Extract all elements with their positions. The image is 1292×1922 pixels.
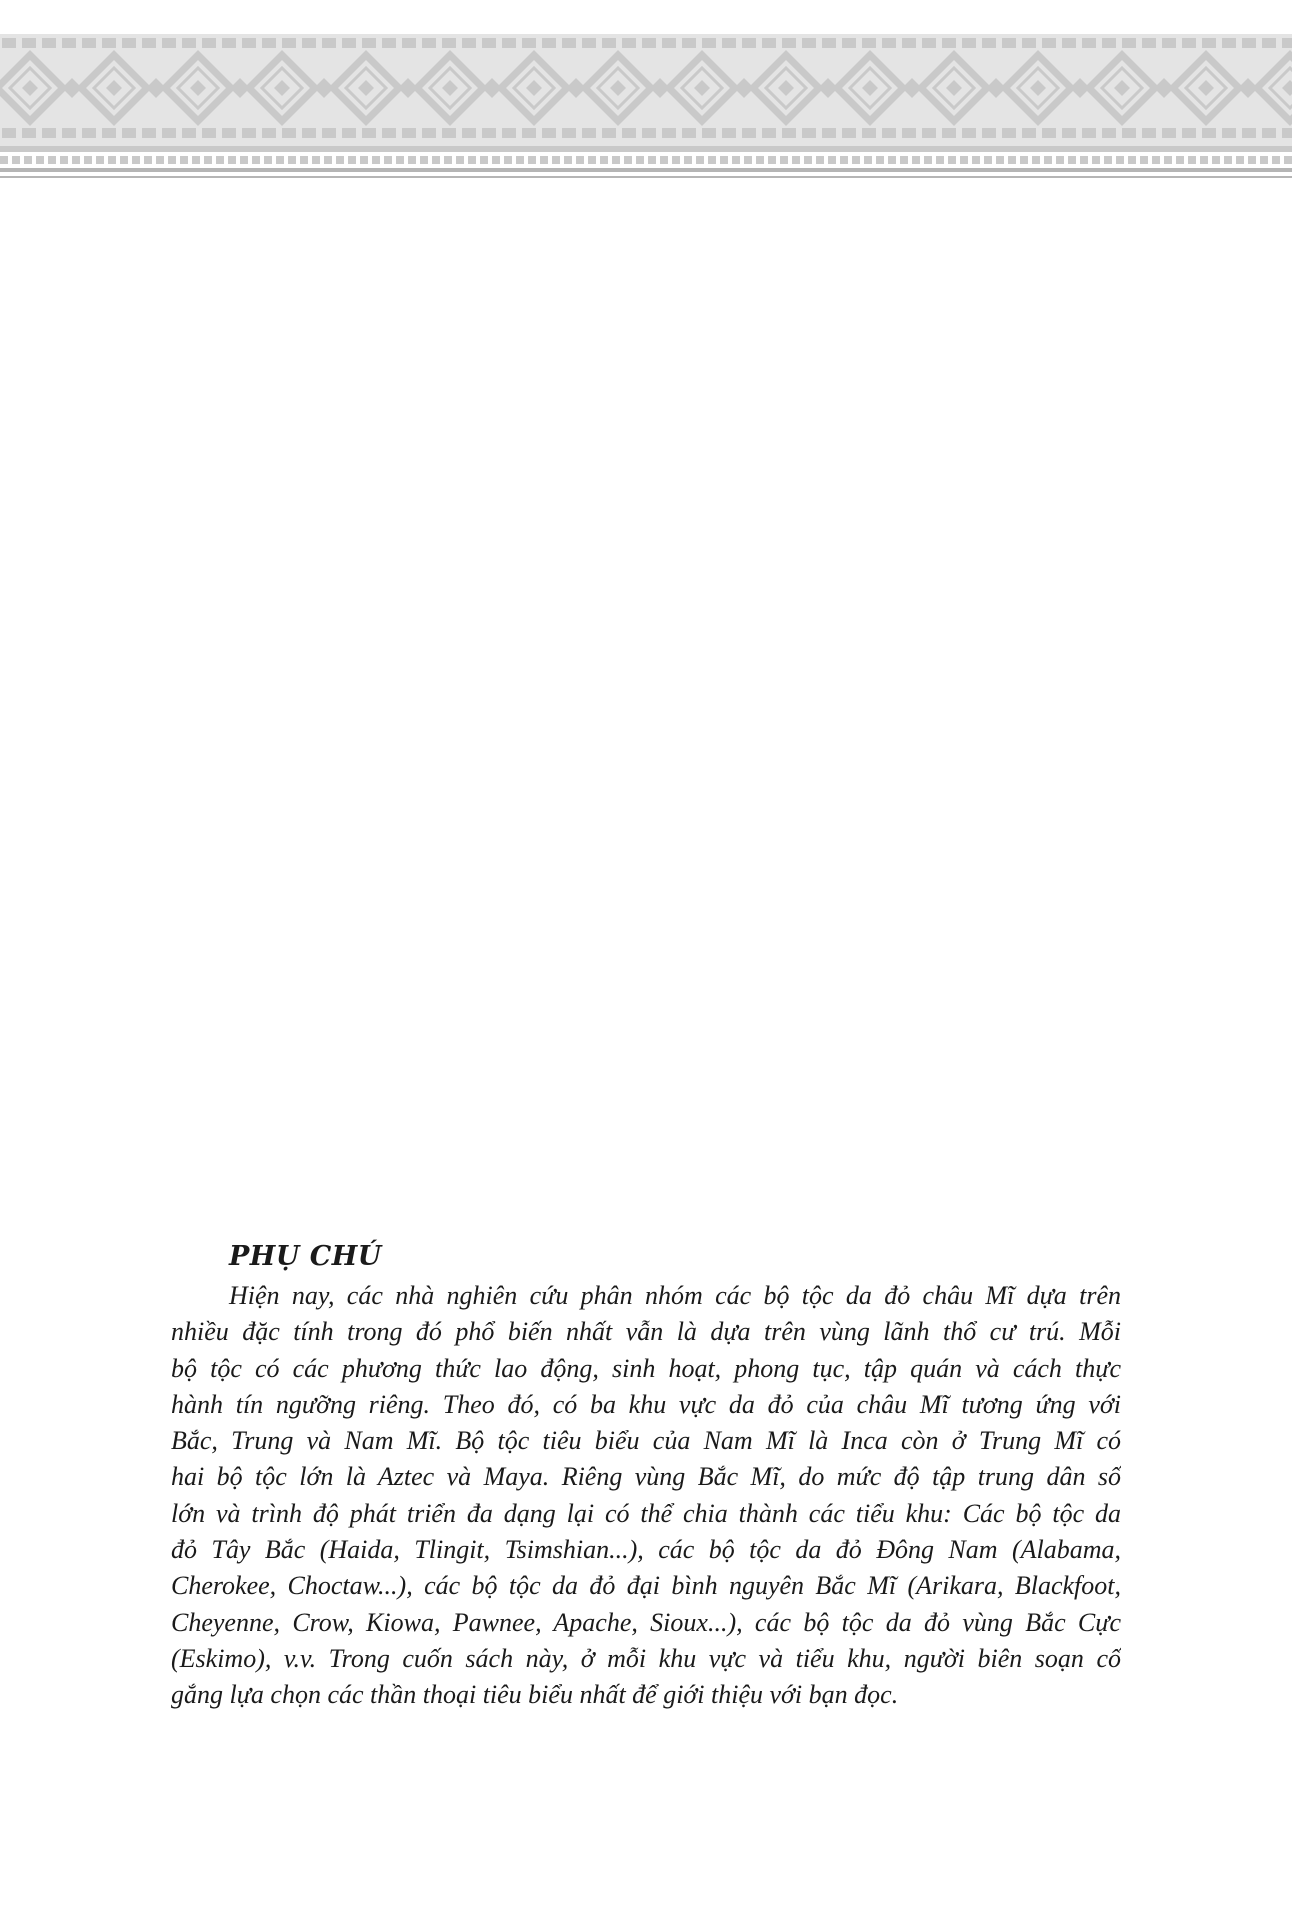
border-dot <box>132 156 140 164</box>
border-step-block <box>182 38 196 48</box>
border-step-block <box>1042 38 1056 48</box>
border-step-block <box>2 128 16 138</box>
footnote-paragraph <box>171 1278 1121 1714</box>
border-step-block <box>702 38 716 48</box>
border-step-block <box>982 38 996 48</box>
border-dot <box>36 156 44 164</box>
border-dot <box>804 156 812 164</box>
border-step-block <box>442 38 456 48</box>
border-step-block <box>82 38 96 48</box>
border-step-block <box>1282 128 1292 138</box>
border-step-block <box>642 38 656 48</box>
border-step-block <box>262 128 276 138</box>
border-step-block <box>1062 38 1076 48</box>
border-step-block <box>522 38 536 48</box>
footnote-line: gắng lựa chọn các thần thoại tiêu biểu nhất để giới thiệu với bạn đọc. <box>171 1680 899 1710</box>
footnote-section <box>171 1238 1121 1714</box>
border-dot <box>48 156 56 164</box>
border-step-block <box>342 128 356 138</box>
border-dot <box>1104 156 1112 164</box>
border-step-block <box>1262 38 1276 48</box>
footnote-line: (Eskimo), v.v. Trong cuốn sách này, ở mỗi khu vực và tiểu khu, người biên soạn cố <box>171 1643 1121 1673</box>
border-dot <box>180 156 188 164</box>
border-step-block <box>342 38 356 48</box>
border-step-block <box>842 128 856 138</box>
border-step-block <box>1202 128 1216 138</box>
border-step-block <box>1082 128 1096 138</box>
border-step-block <box>582 38 596 48</box>
border-step-block <box>282 38 296 48</box>
border-dot <box>684 156 692 164</box>
border-dot <box>984 156 992 164</box>
border-dot <box>420 156 428 164</box>
border-step-block <box>742 38 756 48</box>
border-dot <box>228 156 236 164</box>
border-step-block <box>522 128 536 138</box>
footnote-line: Cheyenne, Crow, Kiowa, Pawnee, Apache, Sioux...), các bộ tộc da đỏ vùng Bắc Cực <box>171 1607 1121 1637</box>
border-dot <box>1128 156 1136 164</box>
border-dot <box>1068 156 1076 164</box>
border-step-block <box>202 128 216 138</box>
border-step-block <box>1122 38 1136 48</box>
border-dot <box>396 156 404 164</box>
border-dot <box>552 156 560 164</box>
border-dot <box>876 156 884 164</box>
border-step-block <box>62 128 76 138</box>
footnote-line: hành tín ngưỡng riêng. Theo đó, có ba khu vực da đỏ của châu Mĩ tương ứng với <box>171 1389 1121 1419</box>
border-dot <box>564 156 572 164</box>
border-dot <box>192 156 200 164</box>
border-step-block <box>442 128 456 138</box>
border-dot <box>96 156 104 164</box>
border-dot <box>300 156 308 164</box>
border-step-block <box>302 38 316 48</box>
border-step-block <box>362 38 376 48</box>
border-step-block <box>1082 38 1096 48</box>
border-step-block <box>382 38 396 48</box>
border-step-block <box>1142 128 1156 138</box>
border-dot <box>336 156 344 164</box>
border-step-block <box>582 128 596 138</box>
border-step-block <box>782 128 796 138</box>
border-dot <box>540 156 548 164</box>
border-dot <box>1188 156 1196 164</box>
border-dot <box>60 156 68 164</box>
border-dot <box>276 156 284 164</box>
border-dot <box>1164 156 1172 164</box>
border-step-block <box>662 128 676 138</box>
border-dot <box>1260 156 1268 164</box>
border-dot <box>1272 156 1280 164</box>
border-step-block <box>22 38 36 48</box>
border-step-block <box>42 128 56 138</box>
border-step-block <box>222 38 236 48</box>
border-step-block <box>1162 128 1176 138</box>
border-dot <box>0 156 8 164</box>
border-step-block <box>1062 128 1076 138</box>
border-dot <box>240 156 248 164</box>
border-dot <box>696 156 704 164</box>
border-dot <box>216 156 224 164</box>
border-dot <box>648 156 656 164</box>
border-dot <box>1200 156 1208 164</box>
border-step-block <box>1222 38 1236 48</box>
border-dot <box>720 156 728 164</box>
border-dot <box>732 156 740 164</box>
border-dot <box>888 156 896 164</box>
border-step-block <box>482 128 496 138</box>
border-dot <box>768 156 776 164</box>
border-step-block <box>1162 38 1176 48</box>
border-step-block <box>422 128 436 138</box>
border-step-block <box>1002 128 1016 138</box>
border-step-block <box>242 128 256 138</box>
border-step-block <box>122 128 136 138</box>
border-step-block <box>902 38 916 48</box>
border-step-block <box>382 128 396 138</box>
border-step-block <box>362 128 376 138</box>
border-step-block <box>842 38 856 48</box>
ethnic-pattern-border-svg <box>0 0 1292 182</box>
border-step-block <box>502 128 516 138</box>
border-dot <box>1020 156 1028 164</box>
border-dot <box>204 156 212 164</box>
border-dot <box>1284 156 1292 164</box>
border-step-block <box>1182 128 1196 138</box>
border-dot <box>792 156 800 164</box>
border-dot <box>456 156 464 164</box>
border-dot <box>744 156 752 164</box>
border-dot <box>1224 156 1232 164</box>
border-dot <box>1008 156 1016 164</box>
border-step-block <box>502 38 516 48</box>
border-dot <box>492 156 500 164</box>
border-dot <box>84 156 92 164</box>
border-step-block <box>242 38 256 48</box>
border-stripe <box>0 168 1292 172</box>
border-dot <box>1140 156 1148 164</box>
border-dot <box>756 156 764 164</box>
border-step-block <box>942 128 956 138</box>
border-step-block <box>322 38 336 48</box>
border-dot <box>432 156 440 164</box>
footnote-line: hai bộ tộc lớn là Aztec và Maya. Riêng vùng Bắc Mĩ, do mức độ tập trung dân số <box>171 1462 1121 1492</box>
border-step-block <box>2 38 16 48</box>
border-dot <box>12 156 20 164</box>
border-step-block <box>1262 128 1276 138</box>
border-step-block <box>1102 128 1116 138</box>
footnote-line: Hiện nay, các nhà nghiên cứu phân nhóm các bộ tộc da đỏ châu Mĩ dựa trên <box>229 1281 1121 1310</box>
border-step-block <box>802 128 816 138</box>
border-dot <box>408 156 416 164</box>
border-step-block <box>802 38 816 48</box>
border-dot <box>996 156 1004 164</box>
footnote-line: đỏ Tây Bắc (Haida, Tlingit, Tsimshian...), các bộ tộc da đỏ Đông Nam (Alabama, <box>171 1535 1121 1565</box>
border-step-block <box>682 128 696 138</box>
border-dot <box>168 156 176 164</box>
border-step-block <box>762 128 776 138</box>
border-dot <box>480 156 488 164</box>
border-step-block <box>882 38 896 48</box>
border-step-block <box>602 38 616 48</box>
border-dot <box>1080 156 1088 164</box>
border-dot <box>348 156 356 164</box>
border-dot <box>444 156 452 164</box>
border-dot <box>912 156 920 164</box>
border-dot <box>1116 156 1124 164</box>
border-step-block <box>862 38 876 48</box>
border-step-block <box>1202 38 1216 48</box>
border-dot <box>936 156 944 164</box>
border-dot <box>72 156 80 164</box>
border-step-block <box>1042 128 1056 138</box>
border-dot <box>384 156 392 164</box>
border-dot <box>468 156 476 164</box>
border-dot <box>924 156 932 164</box>
border-step-block <box>622 128 636 138</box>
border-dot <box>1236 156 1244 164</box>
border-dot <box>144 156 152 164</box>
border-step-block <box>982 128 996 138</box>
border-step-block <box>1002 38 1016 48</box>
border-dot <box>108 156 116 164</box>
border-dot <box>120 156 128 164</box>
border-step-block <box>902 128 916 138</box>
border-dot <box>156 156 164 164</box>
border-dot <box>624 156 632 164</box>
border-step-block <box>42 38 56 48</box>
border-step-block <box>22 128 36 138</box>
border-dot <box>264 156 272 164</box>
border-dot <box>780 156 788 164</box>
border-step-block <box>1282 38 1292 48</box>
border-step-block <box>202 38 216 48</box>
border-dot <box>636 156 644 164</box>
border-step-block <box>562 38 576 48</box>
border-dot <box>840 156 848 164</box>
border-step-block <box>662 38 676 48</box>
border-step-block <box>482 38 496 48</box>
border-step-block <box>302 128 316 138</box>
border-dot <box>288 156 296 164</box>
border-step-block <box>1022 38 1036 48</box>
border-step-block <box>602 128 616 138</box>
border-dot <box>1212 156 1220 164</box>
border-step-block <box>722 38 736 48</box>
border-step-block <box>322 128 336 138</box>
border-step-block <box>922 38 936 48</box>
border-step-block <box>102 128 116 138</box>
border-stripe <box>0 176 1292 178</box>
border-step-block <box>882 128 896 138</box>
border-step-block <box>762 38 776 48</box>
border-step-block <box>1242 128 1256 138</box>
border-dot <box>612 156 620 164</box>
border-dot <box>816 156 824 164</box>
border-step-block <box>1182 38 1196 48</box>
border-dot <box>960 156 968 164</box>
border-dot <box>828 156 836 164</box>
border-dot <box>588 156 596 164</box>
footnote-line: bộ tộc có các phương thức lao động, sinh hoạt, phong tục, tập quán và cách thực <box>171 1353 1121 1383</box>
border-dot <box>1032 156 1040 164</box>
border-step-block <box>682 38 696 48</box>
border-step-block <box>122 38 136 48</box>
border-dot <box>660 156 668 164</box>
border-step-block <box>962 38 976 48</box>
border-step-block <box>862 128 876 138</box>
border-step-block <box>82 128 96 138</box>
border-dot <box>948 156 956 164</box>
border-dot <box>24 156 32 164</box>
border-step-block <box>262 38 276 48</box>
border-step-block <box>722 128 736 138</box>
border-step-block <box>922 128 936 138</box>
border-dot <box>1092 156 1100 164</box>
border-step-block <box>162 38 176 48</box>
border-dot <box>312 156 320 164</box>
border-step-block <box>402 128 416 138</box>
border-step-block <box>542 128 556 138</box>
footnote-line: nhiều đặc tính trong đó phổ biến nhất vẫn là dựa trên vùng lãnh thổ cư trú. Mỗi <box>171 1317 1121 1347</box>
border-dot <box>1248 156 1256 164</box>
border-dot <box>864 156 872 164</box>
border-dot <box>504 156 512 164</box>
border-step-block <box>62 38 76 48</box>
border-dot <box>324 156 332 164</box>
ethnic-pattern-border <box>0 0 1292 182</box>
footnote-line: Bắc, Trung và Nam Mĩ. Bộ tộc tiêu biểu của Nam Mĩ là Inca còn ở Trung Mĩ có <box>171 1426 1121 1456</box>
border-dot <box>900 156 908 164</box>
border-step-block <box>822 128 836 138</box>
border-step-block <box>422 38 436 48</box>
border-step-block <box>622 38 636 48</box>
border-step-block <box>562 128 576 138</box>
border-step-block <box>1242 38 1256 48</box>
border-step-block <box>462 128 476 138</box>
border-dot <box>852 156 860 164</box>
border-step-block <box>1102 38 1116 48</box>
border-step-block <box>222 128 236 138</box>
border-step-block <box>962 128 976 138</box>
border-step-block <box>642 128 656 138</box>
footnote-line: lớn và trình độ phát triển đa dạng lại có thể chia thành các tiểu khu: Các bộ tộc da <box>171 1498 1121 1528</box>
border-dot <box>372 156 380 164</box>
border-step-block <box>742 128 756 138</box>
footnote-line: Cherokee, Choctaw...), các bộ tộc da đỏ đại bình nguyên Bắc Mĩ (Arikara, Blackfoot, <box>171 1571 1121 1601</box>
border-step-block <box>102 38 116 48</box>
border-dot <box>516 156 524 164</box>
border-step-block <box>822 38 836 48</box>
border-dot <box>576 156 584 164</box>
border-step-block <box>1222 128 1236 138</box>
footnote-heading: PHỤ CHÚ <box>229 1241 382 1272</box>
border-dot <box>972 156 980 164</box>
border-dot <box>672 156 680 164</box>
border-step-block <box>182 128 196 138</box>
border-dot <box>1044 156 1052 164</box>
border-dot <box>1176 156 1184 164</box>
border-dot <box>360 156 368 164</box>
border-dot <box>1056 156 1064 164</box>
border-step-block <box>942 38 956 48</box>
border-dot <box>708 156 716 164</box>
border-step-block <box>402 38 416 48</box>
border-dot <box>600 156 608 164</box>
border-step-block <box>1142 38 1156 48</box>
border-dot <box>528 156 536 164</box>
border-step-block <box>702 128 716 138</box>
border-step-block <box>1122 128 1136 138</box>
border-step-block <box>462 38 476 48</box>
border-step-block <box>282 128 296 138</box>
border-step-block <box>162 128 176 138</box>
border-step-block <box>542 38 556 48</box>
border-step-block <box>1022 128 1036 138</box>
border-step-block <box>142 38 156 48</box>
border-step-block <box>782 38 796 48</box>
border-dot <box>252 156 260 164</box>
border-step-block <box>142 128 156 138</box>
border-dot <box>1152 156 1160 164</box>
border-stripe <box>0 146 1292 152</box>
